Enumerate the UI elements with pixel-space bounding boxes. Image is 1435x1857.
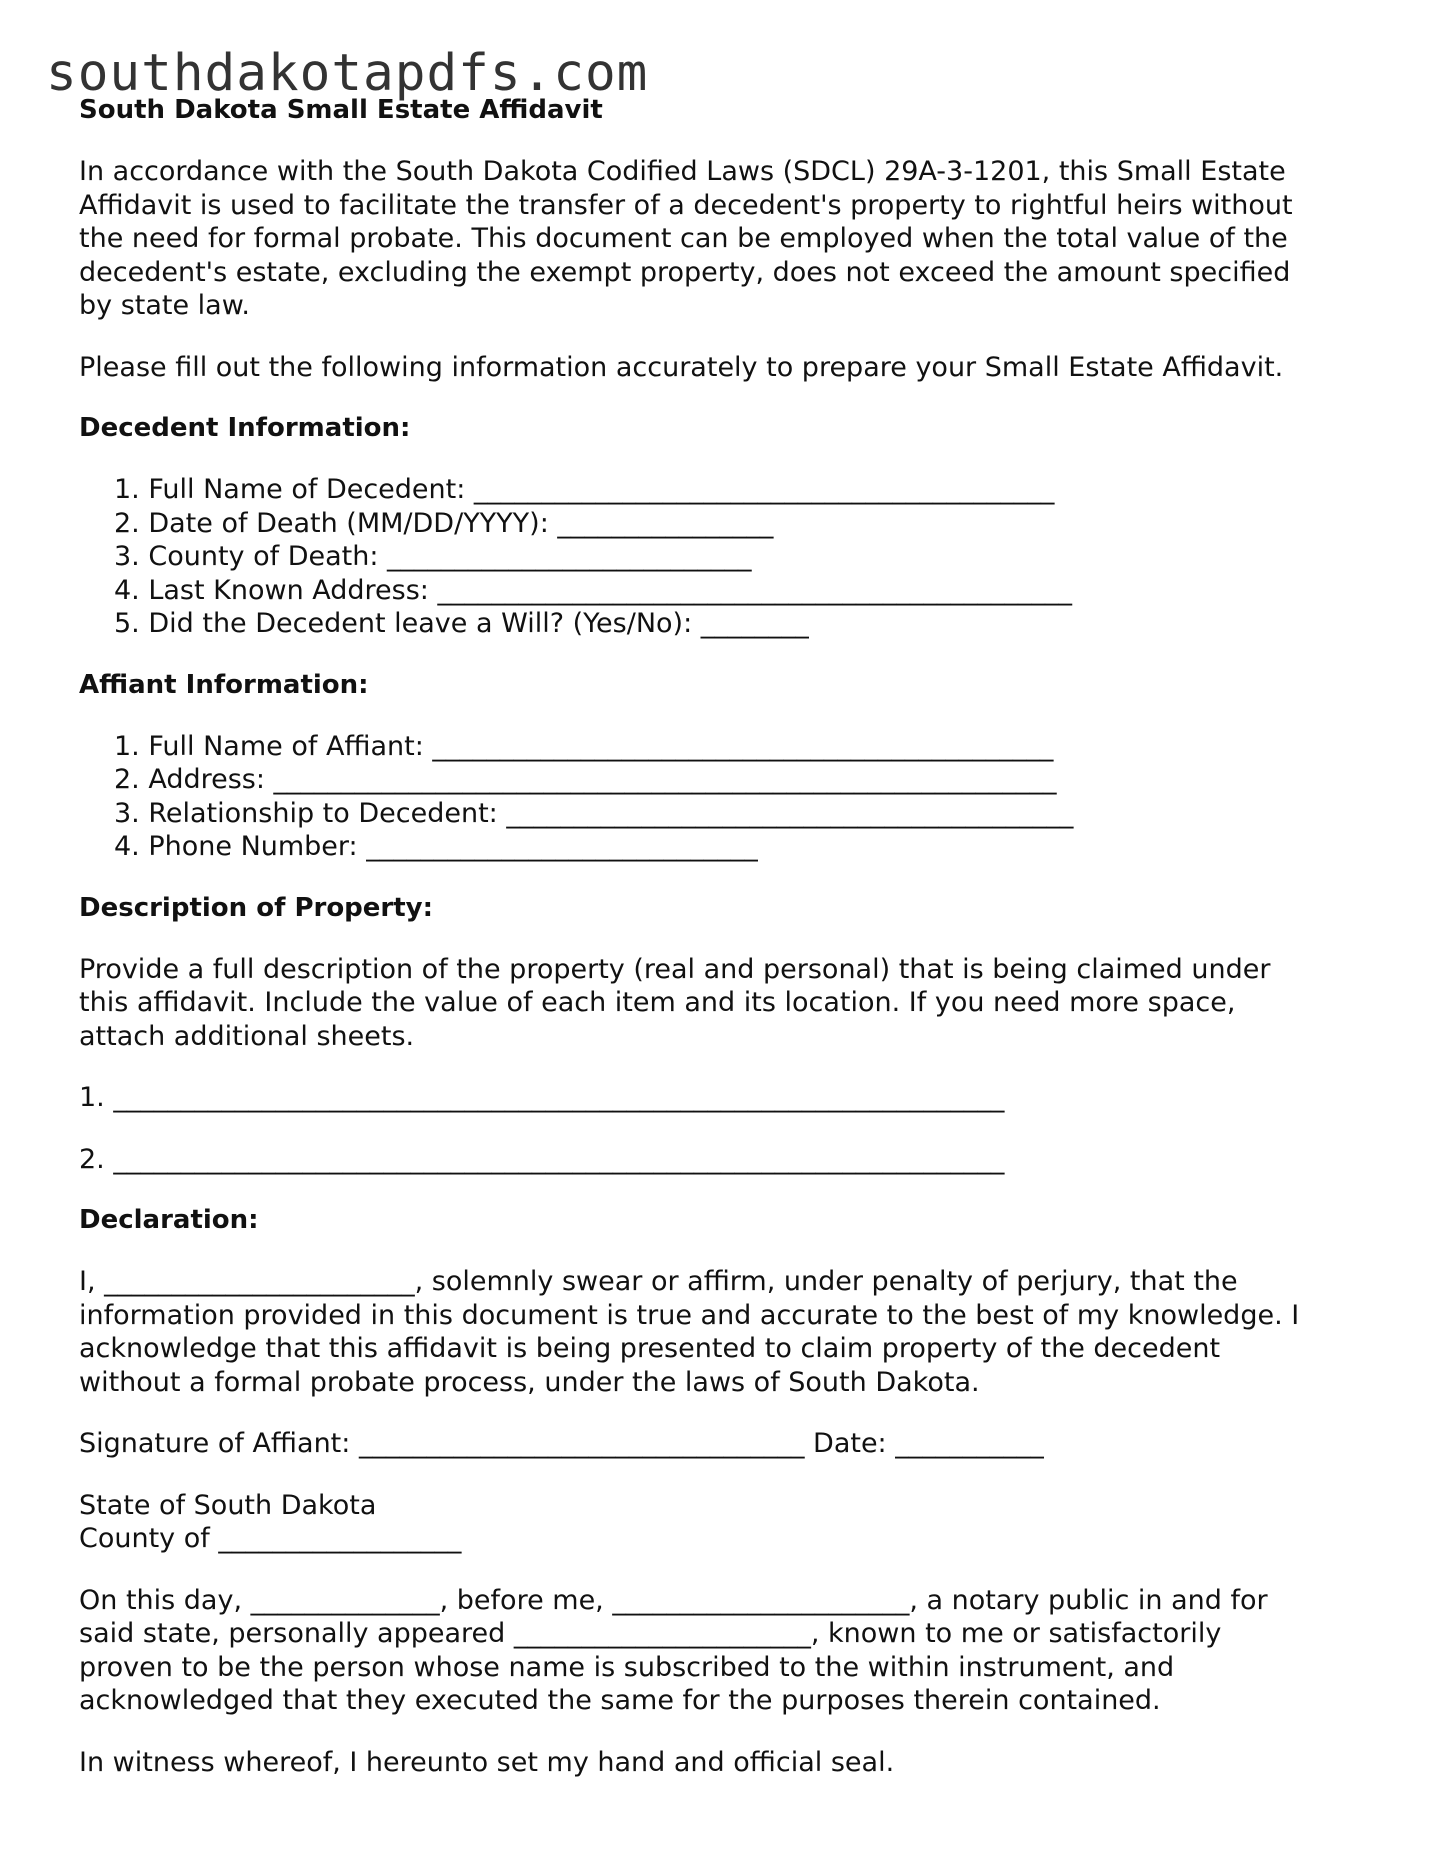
- notary-county-field[interactable]: County of __________________: [79, 1523, 462, 1554]
- notary-line: proven to be the person whose name is subscribed to the within instrument, and: [79, 1651, 1175, 1683]
- affiant-phone-field[interactable]: 4. Phone Number: _____________________________: [114, 831, 758, 862]
- notary-line: acknowledged that they executed the same for the purposes therein contained.: [79, 1685, 1161, 1716]
- declaration-line[interactable]: I, _______________________, solemnly swear or affirm, under penalty of perjury, that the: [79, 1266, 1238, 1297]
- decedent-full-name-field[interactable]: 1. Full Name of Decedent: ___________________________________________: [114, 474, 1055, 505]
- affiant-address-field[interactable]: 2. Address: __________________________________________________________: [114, 764, 1057, 795]
- notary-state: State of South Dakota: [79, 1489, 377, 1521]
- property-description: [79, 953, 1369, 1054]
- signature-date-line[interactable]: Signature of Affiant: _________________________________ Date: ___________: [79, 1428, 1044, 1459]
- intro-line: In accordance with the South Dakota Codified Laws (SDCL) 29A-3-1201, this Small Estate: [79, 156, 1286, 187]
- decedent-heading: Decedent Information:: [79, 413, 411, 443]
- decedent-date-of-death-field[interactable]: 2. Date of Death (MM/DD/YYYY): ________________: [114, 507, 774, 539]
- declaration-line: acknowledge that this affidavit is being presented to claim property of the decedent: [79, 1333, 1221, 1364]
- intro-line: decedent's estate, excluding the exempt property, does not exceed the amount specified: [79, 256, 1291, 288]
- document-title: South Dakota Small Estate Affidavit: [79, 95, 603, 125]
- intro-line: the need for formal probate. This document can be employed when the total value of the: [79, 223, 1288, 254]
- witness-statement: In witness whereof, I hereunto set my hand and official seal.: [79, 1746, 895, 1778]
- decedent-address-field[interactable]: 4. Last Known Address: _______________________________________________: [114, 574, 1072, 606]
- property-line-1[interactable]: 1. __________________________________________________________________: [79, 1082, 1005, 1113]
- property-text-line: this affidavit. Include the value of each item and its location. If you need more space,: [79, 987, 1236, 1018]
- declaration-heading: Declaration:: [79, 1205, 259, 1235]
- property-text-line: attach additional sheets.: [79, 1020, 415, 1052]
- watermark: southdakotapdfs.com: [46, 44, 649, 103]
- document-page: [79, 94, 1369, 1779]
- intro-paragraph: [79, 155, 1369, 323]
- declaration-line: information provided in this document is true and accurate to the best of my knowledge. I: [79, 1299, 1300, 1331]
- intro-line: by state law.: [79, 290, 250, 321]
- property-text-line: Provide a full description of the property (real and personal) that is being claimed under: [79, 953, 1271, 985]
- intro-line: Affidavit is used to facilitate the transfer of a decedent's property to rightful heirs without: [79, 189, 1293, 221]
- notary-venue: [79, 1489, 1369, 1556]
- property-heading: Description of Property:: [79, 892, 434, 923]
- notary-acknowledgment: [79, 1584, 1369, 1718]
- affiant-heading: Affiant Information:: [79, 669, 369, 700]
- instruction-text: Please fill out the following information accurately to prepare your Small Estate Affidavit.: [79, 351, 1284, 383]
- declaration-line: without a formal probate process, under the laws of South Dakota.: [79, 1366, 980, 1398]
- notary-line[interactable]: said state, personally appeared ______________________, known to me or satisfactorily: [79, 1618, 1222, 1649]
- affiant-full-name-field[interactable]: 1. Full Name of Affiant: ______________________________________________: [114, 730, 1054, 762]
- decedent-county-field[interactable]: 3. County of Death: ___________________________: [114, 541, 752, 572]
- affiant-relationship-field[interactable]: 3. Relationship to Decedent: __________________________________________: [114, 797, 1074, 829]
- property-line-2[interactable]: 2. __________________________________________________________________: [79, 1143, 1005, 1175]
- decedent-list: [79, 473, 1369, 641]
- declaration-text: [79, 1265, 1369, 1399]
- notary-line[interactable]: On this day, ______________, before me, ______________________, a notary public in and for: [79, 1584, 1268, 1616]
- decedent-will-field[interactable]: 5. Did the Decedent leave a Will? (Yes/No): ________: [114, 608, 809, 639]
- affiant-list: [79, 730, 1369, 864]
